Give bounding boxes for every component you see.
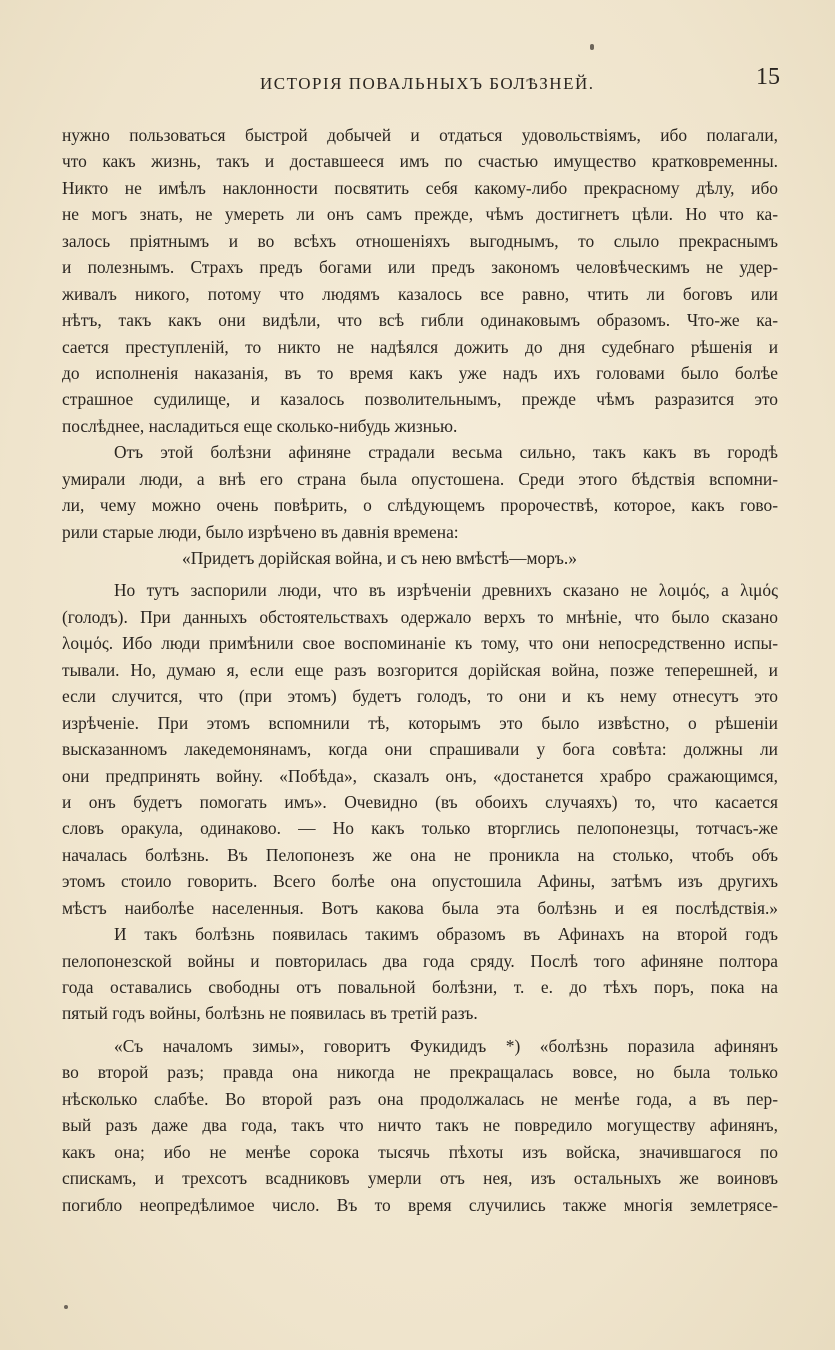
text-line: рили старые люди, было изрѣчено въ давнія времена: [62, 521, 459, 542]
text-line: умирали люди, а внѣ его страна была опустошена. Среди этого бѣдствія вспомни- [62, 468, 778, 489]
text-line: страшное судилище, и казалось позволительнымъ, прежде чѣмъ разразится это [62, 389, 778, 410]
text-line: λοιμός. Ибо люди примѣнили свое воспоминаніе къ тому, что они непосредственно испы- [62, 633, 778, 654]
text-line: словъ оракула, одинаково. — Но какъ только вторглись пелопонезцы, тотчасъ-же [62, 818, 778, 839]
running-head [60, 64, 780, 104]
text-line: мѣстъ наиболѣе населенныя. Вотъ какова была эта болѣзнь и ея послѣдствія.» [62, 897, 778, 918]
text-line: во второй разъ; правда она никогда не прекращалась вовсе, но была только [62, 1062, 778, 1083]
text-line: высказанномъ лакедемонянамъ, когда они спрашивали у бога совѣта: должны ли [62, 739, 778, 760]
ink-speck [590, 44, 594, 50]
text-line: что какъ жизнь, такъ и доставшееся имъ по счастью имущество кратковременны. [62, 151, 778, 172]
text-line: года оставались свободны отъ повальной болѣзни, т. е. до тѣхъ поръ, пока на [62, 977, 778, 997]
text-line: ли, чему можно очень повѣрить, о слѣдующемъ пророчествѣ, которое, какъ гово- [62, 495, 778, 516]
text-line: нѣсколько слабѣе. Во второй разъ она продолжалась не менѣе года, а въ пер- [62, 1088, 778, 1109]
text-line: тывали. Но, думаю я, если еще разъ возгорится дорійская война, позже теперешней, и [62, 659, 778, 680]
text-line: Никто не имѣлъ наклонности посвятить себя какому-либо прекрасному дѣлу, ибо [62, 177, 778, 198]
text-line: и полезнымъ. Страхъ предъ богами или предъ закономъ человѣческимъ не удер- [62, 257, 778, 278]
paragraph-start-line: Отъ этой болѣзни афиняне страдали весьма сильно, такъ какъ въ городѣ [114, 442, 778, 463]
text-line: началась болѣзнь. Въ Пелопонезъ же она не проникла на столько, чтобъ объ [62, 844, 778, 865]
body-text [62, 122, 778, 1218]
text-line: пелопонезской войны и повторилась два года сряду. Послѣ того афиняне полтора [62, 950, 778, 971]
text-line: (голодъ). При данныхъ обстоятельствахъ одержало верхъ то мнѣніе, что было сказано [62, 606, 778, 627]
text-line: залось пріятнымъ и во всѣхъ отношеніяхъ выгоднымъ, то слыло прекраснымъ [62, 230, 778, 251]
text-line: вый разъ даже два года, такъ что ничто такъ не повредило могуществу афинянъ, [62, 1115, 778, 1136]
text-line: нужно пользоваться быстрой добычей и отдаться удовольствіямъ, ибо полагали, [62, 125, 778, 145]
prophecy-quote: «Придетъ дорійская война, и съ нею вмѣстѣ—моръ.» [182, 548, 577, 568]
text-line: они предпринять войну. «Побѣда», сказалъ онъ, «достанется храбро сражающимся, [62, 765, 778, 786]
ink-speck [64, 1305, 68, 1309]
text-line: какъ она; ибо не менѣе сорока тысячь пѣхоты изъ войска, значившагося по [62, 1141, 778, 1162]
paragraph-start-line: И такъ болѣзнь появилась такимъ образомъ въ Афинахъ на второй годъ [114, 924, 778, 945]
text-line: спискамъ, и трехсотъ всадниковъ умерли отъ нея, изъ остальныхъ же воиновъ [62, 1168, 778, 1189]
text-line: до исполненія наказанія, въ то время какъ уже надъ ихъ головами было болѣе [62, 362, 778, 383]
text-line: не могъ знать, не умереть ли онъ самъ прежде, чѣмъ достигнетъ цѣли. Но что ка- [62, 204, 778, 225]
text-line: сается преступленій, то никто не надѣялся дожить до дня судебнаго рѣшенія и [62, 336, 778, 357]
page-number: 15 [756, 64, 780, 90]
paragraph-start-line: Но тутъ заспорили люди, что въ изрѣченіи древнихъ сказано не λοιμός, а λιμός [114, 580, 778, 601]
text-line: послѣднее, насладиться еще сколько-нибудь жизнью. [62, 415, 458, 436]
text-line: погибло неопредѣлимое число. Въ то время случились также многія землетрясе- [62, 1194, 778, 1215]
text-line: если случится, что (при этомъ) будетъ голодъ, то они и къ нему отнесутъ это [62, 686, 778, 707]
paragraph-start-line: «Съ началомъ зимы», говоритъ Фукидидъ *) «болѣзнь поразила афинянъ [114, 1035, 778, 1056]
text-line: изрѣченіе. При этомъ вспомнили тѣ, которымъ это было извѣстно, о рѣшеніи [62, 712, 778, 733]
text-line: нѣтъ, такъ какъ они видѣли, что всѣ гибли одинаковымъ образомъ. Что-же ка- [62, 310, 778, 331]
running-title: ИСТОРІЯ ПОВАЛЬНЫХЪ БОЛѢЗНЕЙ. [260, 74, 595, 93]
text-line: живалъ никого, потому что людямъ казалось все равно, чтить ли боговъ или [62, 283, 778, 304]
text-line: этомъ стоило говорить. Всего болѣе она опустошила Афины, затѣмъ изъ другихъ [62, 871, 778, 892]
text-line: и онъ будетъ помогать имъ». Очевидно (въ обоихъ случаяхъ) то, что касается [62, 791, 778, 812]
text-line: пятый годъ войны, болѣзнь не появилась въ третій разъ. [62, 1003, 478, 1024]
